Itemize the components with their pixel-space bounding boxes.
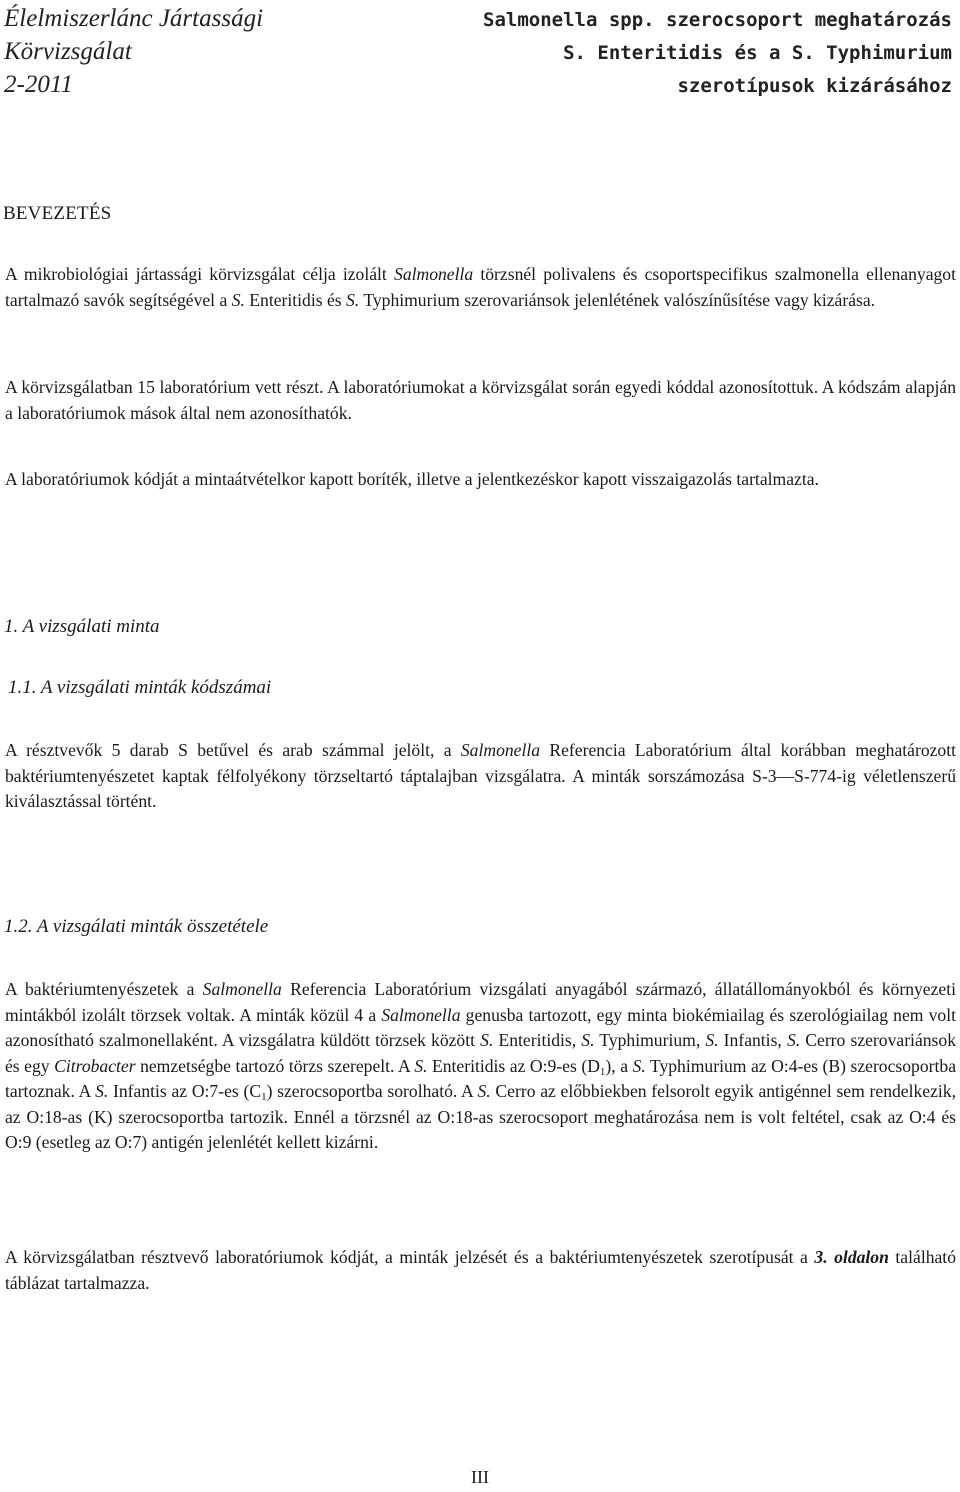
- header-right: [483, 4, 952, 103]
- page-number: III: [471, 1467, 489, 1487]
- section-1-2-paragraph-1: A baktériumtenyészetek a Salmonella Referencia Laboratórium vizsgálati anyagából származó, állatállományokból és környezeti mintákból izolált törzsek voltak. A minták közül 4 a Salmonella genusba tartozott, egy minta biokémiailag és szerológiailag nem volt azonosítható szalmonellaként. A vizsgálatra küldött törzsek között S. Enteritidis, S. Typhimurium, S. Infantis, S. Cerro szerovariánsok és egy Citrobacter nemzetségbe tartozó törzs szerepelt. A S. Enteritidis az O:9-es $(D_1)$, a S. Typhimurium az O:4-es (B) szerocsoportba tartoznak. A S. Infantis az O:7-es $(C_1)$ szerocsoportba sorolható. A S. Cerro az előbbiekben felsorolt egyik antigénnel sem rendelkezik, az O:18-as (K) szerocsoportba tartozik. Ennél a törzsnél az O:18-as szerocsoport meghatározása nem is volt feltétel, csak az O:4 és O:9 (esetleg az O:7) antigén jelenlétét kellett kizárni.: [5, 979, 957, 1152]
- section-1-heading: 1. A vizsgálati minta: [4, 616, 160, 637]
- intro-heading: BEVEZETÉS: [3, 203, 112, 224]
- intro-paragraph-1: A mikrobiológiai jártassági körvizsgálat célja izolált Salmonella törzsnél polivalens és csoportspecifikus szalmonella ellenanyagot tartalmazó savók segítségével a S. Enteritidis és S. Typhimurium szerovariánsok jelenlétének valószínűsítése vagy kizárása.: [5, 264, 956, 310]
- header-left-line-3: 2-2011: [4, 71, 73, 98]
- header-left: [4, 2, 263, 101]
- intro-paragraph-3: A laboratóriumok kódját a mintaátvételkor kapott boríték, illetve a jelentkezéskor kapott visszaigazolás tartalmazta.: [5, 469, 819, 489]
- section-1-2-heading: 1.2. A vizsgálati minták összetétele: [4, 916, 269, 937]
- header-right-line-3: szerotípusok kizárásához: [677, 75, 952, 97]
- section-1-1-heading: 1.1. A vizsgálati minták kódszámai: [8, 677, 272, 698]
- section-1-2-paragraph-2: A körvizsgálatban résztvevő laboratóriumok kódját, a minták jelzését és a baktériumtenyészetek szerotípusát a 3. oldalon található táblázat tartalmazza.: [5, 1247, 956, 1293]
- section-1-1-paragraph: A résztvevők 5 darab S betűvel és arab számmal jelölt, a Salmonella Referencia Laboratórium által korábban meghatározott baktériumtenyészetet kaptak félfolyékony törzseltartó táptalajban vizsgálatra. A minták sorszámozása S-3—S-774-ig véletlenszerű kiválasztással történt.: [5, 740, 957, 811]
- header-left-line-2: Körvizsgálat: [4, 38, 132, 65]
- header-right-line-1: Salmonella spp. szerocsoport meghatározás: [483, 9, 952, 31]
- intro-paragraph-2: A körvizsgálatban 15 laboratórium vett részt. A laboratóriumokat a körvizsgálat során egyedi kóddal azonosítottuk. A kódszám alapján a laboratóriumok mások által nem azonosíthatók.: [5, 377, 956, 423]
- header-right-line-2: S. Enteritidis és a S. Typhimurium: [563, 42, 952, 64]
- header-left-line-1: Élelmiszerlánc Jártassági: [4, 5, 264, 32]
